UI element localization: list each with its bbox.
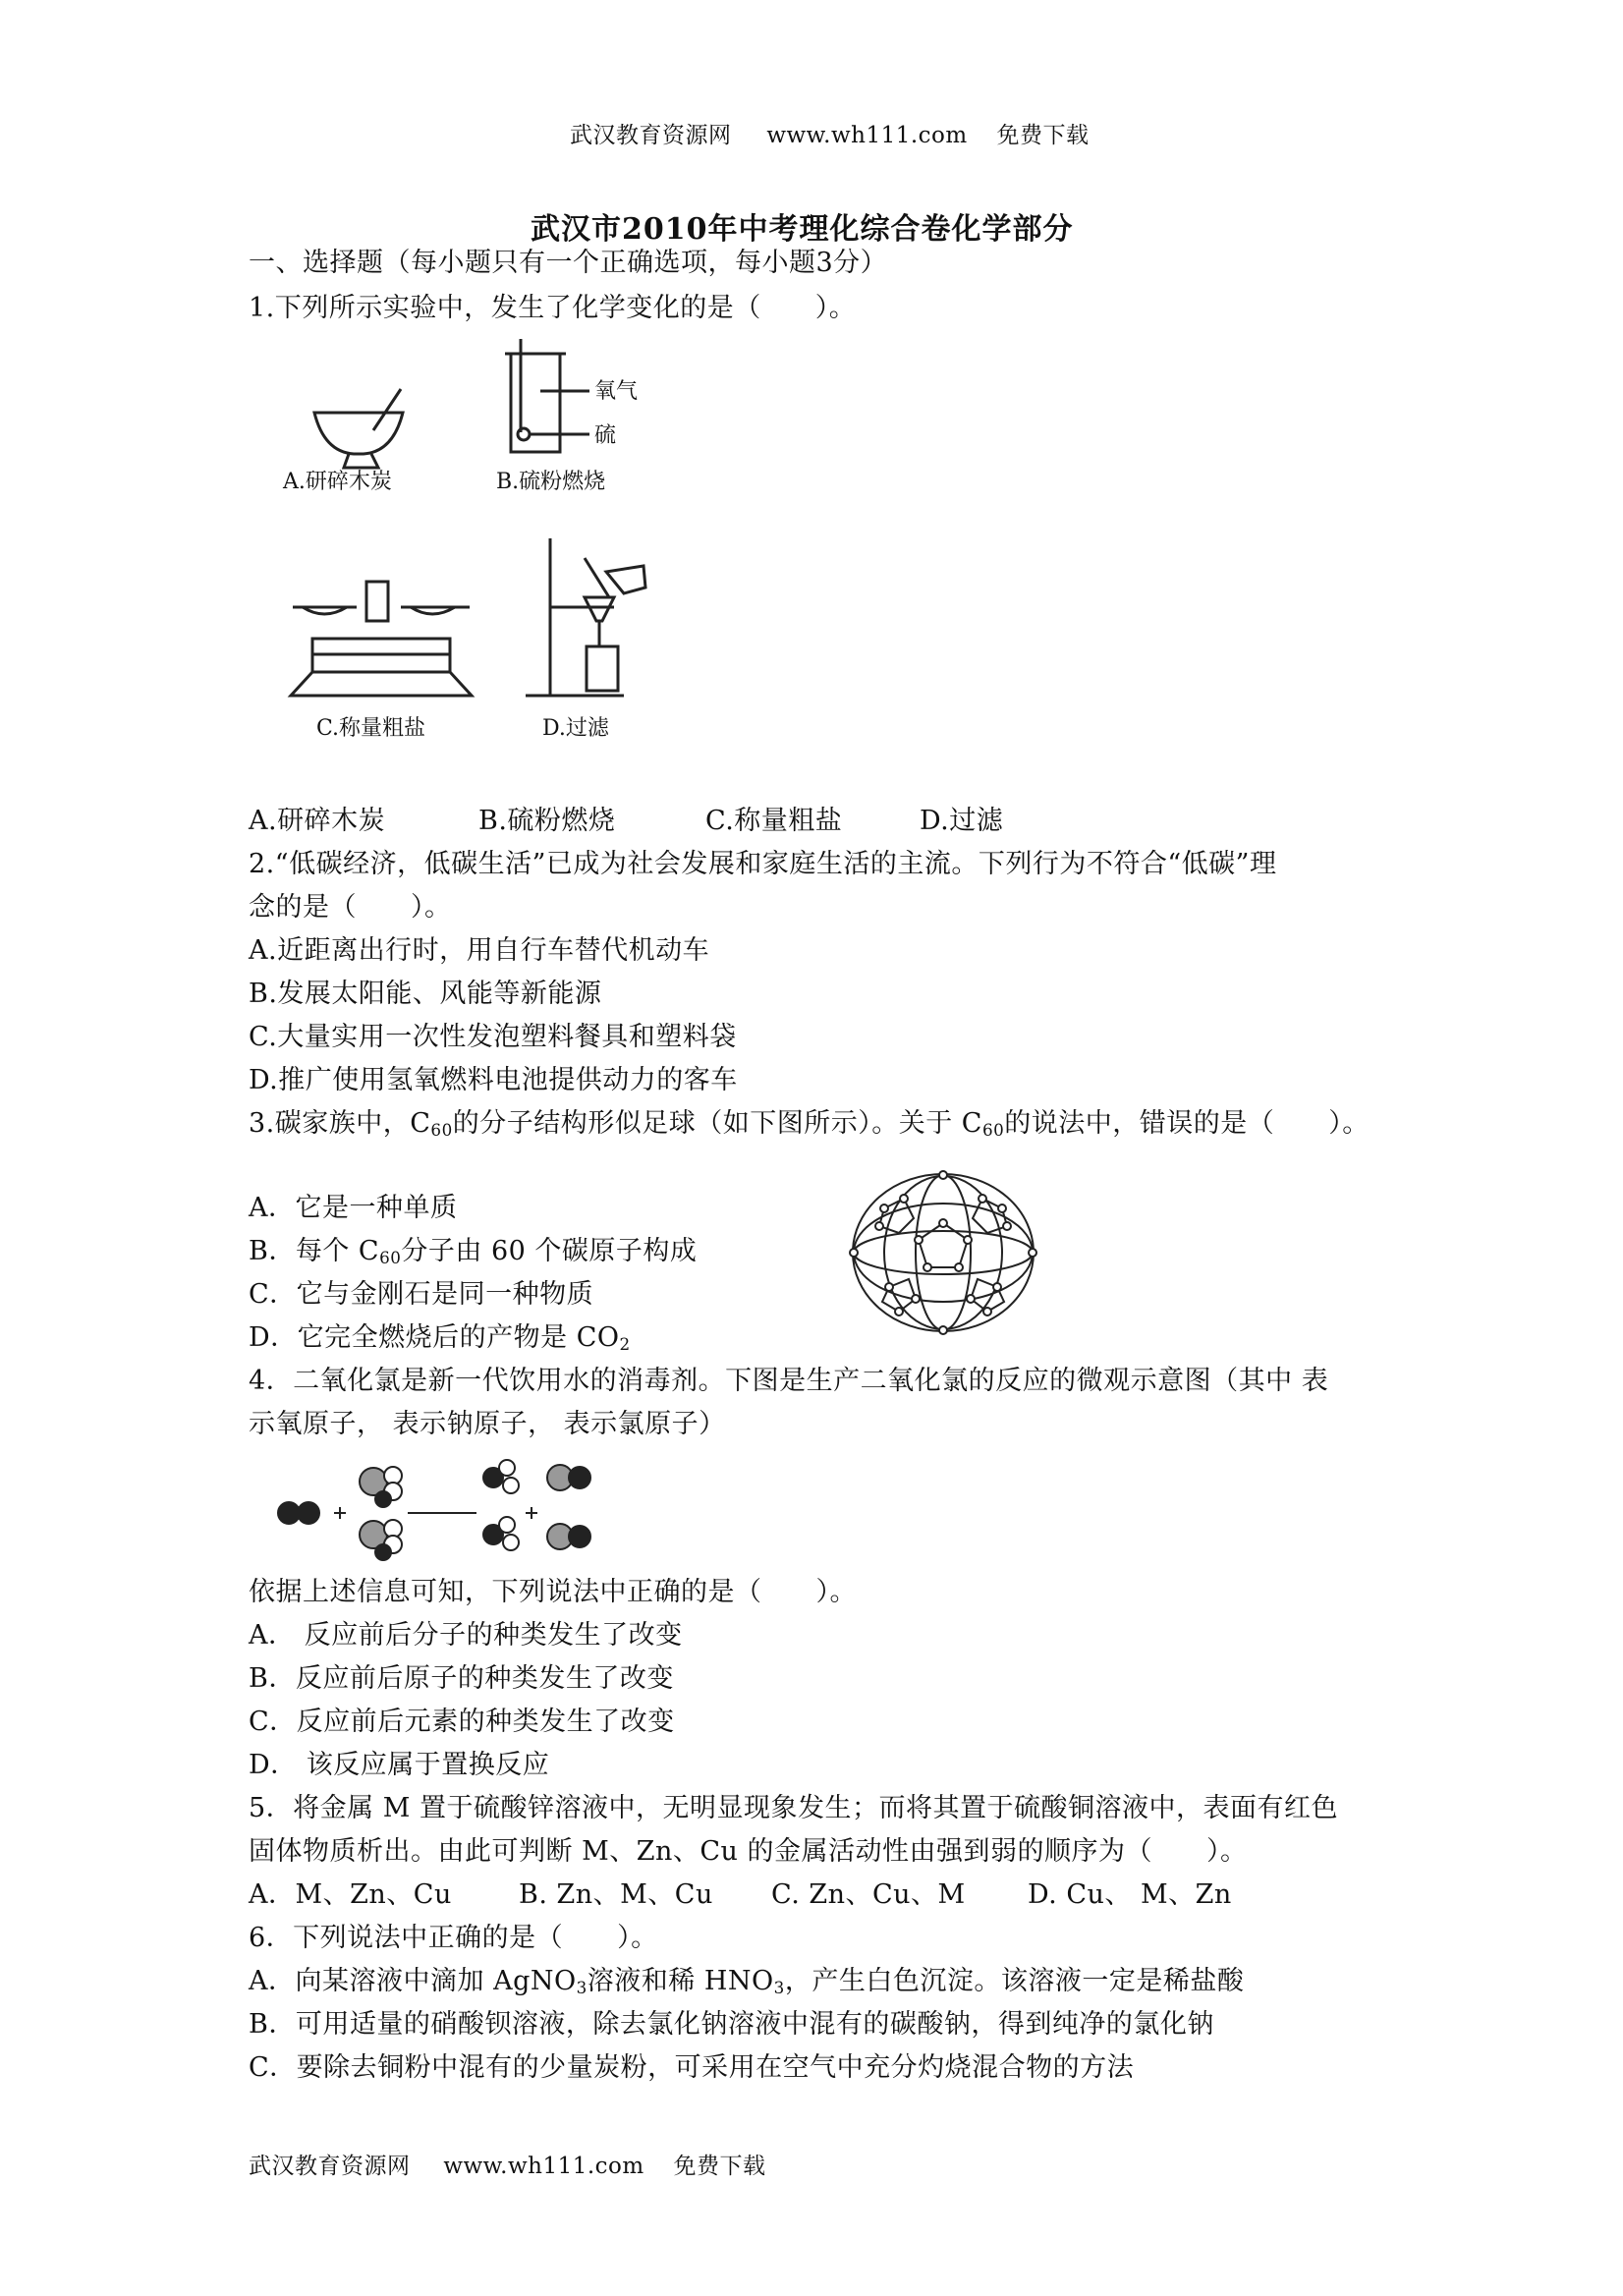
- q4-stem-line2: 示氧原子， 表示钠原子， 表示氯原子）: [249, 1409, 726, 1439]
- q5-option-a: A．M、Zn、Cu: [249, 1879, 452, 1910]
- q2-option-a: A.近距离出行时，用自行车替代机动车: [249, 935, 710, 966]
- page-title: 武汉市2010年中考理化综合卷化学部分: [531, 212, 1074, 247]
- q3-option-b: B．每个 $C_{60}$分子由 60 个碳原子构成: [249, 1236, 698, 1268]
- q5-option-b: B. Zn、M、Cu: [519, 1879, 713, 1910]
- q1-stem: 1.下列所示实验中，发生了化学变化的是（ ）。: [249, 293, 857, 323]
- fullerene-figure: [845, 1169, 1041, 1336]
- q2-stem-line2: 念的是（ ）。: [249, 892, 452, 923]
- q2-stem-line1: 2.“低碳经济，低碳生活”已成为社会发展和家庭生活的主流。下列行为不符合“低碳”理: [249, 849, 1277, 879]
- page-footer: [249, 2148, 766, 2180]
- q3-stem: 3.碳家族中，$C_{60}$的分子结构形似足球（如下图所示）。关于 $C_{60}$的说法中，错误的是（ ）。: [249, 1108, 1370, 1141]
- fig-caption-c: C.称量粗盐: [316, 716, 426, 741]
- q5-stem-line1: 5．将金属 M 置于硫酸锌溶液中，无明显现象发生；而将其置于硫酸铜溶液中，表面有红色: [249, 1793, 1338, 1823]
- q4-option-c: C．反应前后元素的种类发生了改变: [249, 1707, 675, 1737]
- q1-option-b: B.硫粉燃烧: [478, 806, 616, 836]
- q4-lead: 依据上述信息可知，下列说法中正确的是（ ）。: [249, 1577, 857, 1607]
- q6-option-c: C．要除去铜粉中混有的少量炭粉，可采用在空气中充分灼烧混合物的方法: [249, 2052, 1135, 2083]
- q4-option-d: D． 该反应属于置换反应: [249, 1750, 550, 1780]
- header-url[interactable]: www.wh111.com: [766, 123, 968, 148]
- q4-stem-line1: 4．二氧化氯是新一代饮用水的消毒剂。下图是生产二氧化氯的反应的微观示意图（其中 表: [249, 1366, 1329, 1396]
- q2-option-c: C.大量实用一次性发泡塑料餐具和塑料袋: [249, 1022, 737, 1052]
- q6-stem: 6．下列说法中正确的是（ ）。: [249, 1923, 658, 1953]
- q1-options: [249, 804, 1004, 839]
- q1-option-a: A.研碎木炭: [249, 806, 386, 836]
- q5-stem-line2: 固体物质析出。由此可判断 M、Zn、Cu 的金属活动性由强到弱的顺序为（ ）。: [249, 1836, 1248, 1867]
- q3-option-c: C．它与金刚石是同一种物质: [249, 1279, 594, 1310]
- fig-caption-a: A.研碎木炭: [283, 470, 392, 494]
- q3-option-a: A．它是一种单质: [249, 1193, 458, 1223]
- q1-option-d: D.过滤: [920, 806, 1004, 836]
- fig-caption-d: D.过滤: [542, 716, 609, 741]
- sulfur-label: 硫: [594, 423, 617, 448]
- q5-option-d: D. Cu、 M、Zn: [1028, 1879, 1232, 1910]
- q3-option-d: D．它完全燃烧后的产物是 $CO_2$: [249, 1322, 631, 1355]
- header-site: 武汉教育资源网: [570, 123, 732, 148]
- q4-option-a: A． 反应前后分子的种类发生了改变: [249, 1620, 683, 1651]
- q6-option-a: A．向某溶液中滴加 AgNO$_3$溶液和稀 $HNO_3$，产生白色沉淀。该溶液一定是稀盐酸: [249, 1966, 1245, 1998]
- page-header: [570, 117, 1090, 149]
- q5-option-c: C. Zn、Cu、M: [771, 1879, 966, 1910]
- q1-option-c: C.称量粗盐: [705, 806, 843, 836]
- balance-figure: [283, 570, 479, 707]
- fig-caption-b: B.硫粉燃烧: [496, 470, 606, 494]
- q4-option-b: B．反应前后原子的种类发生了改变: [249, 1663, 674, 1694]
- oxygen-label: 氧气: [594, 379, 639, 404]
- footer-site: 武汉教育资源网: [249, 2154, 411, 2179]
- q2-option-d: D.推广使用氢氧燃料电池提供动力的客车: [249, 1065, 738, 1095]
- footer-note: 免费下载: [673, 2154, 766, 2179]
- footer-url[interactable]: www.wh111.com: [443, 2154, 644, 2179]
- section-heading: 一、选择题（每小题只有一个正确选项，每小题3分）: [249, 248, 888, 278]
- header-note: 免费下载: [996, 123, 1090, 148]
- q5-options: [249, 1877, 1232, 1913]
- q2-option-b: B.发展太阳能、风能等新能源: [249, 979, 602, 1009]
- q6-option-b: B．可用适量的硝酸钡溶液，除去氯化钠溶液中混有的碳酸钠，得到纯净的氯化钠: [249, 2009, 1214, 2040]
- filtration-figure: [516, 538, 663, 705]
- reaction-diagram: [275, 1454, 609, 1562]
